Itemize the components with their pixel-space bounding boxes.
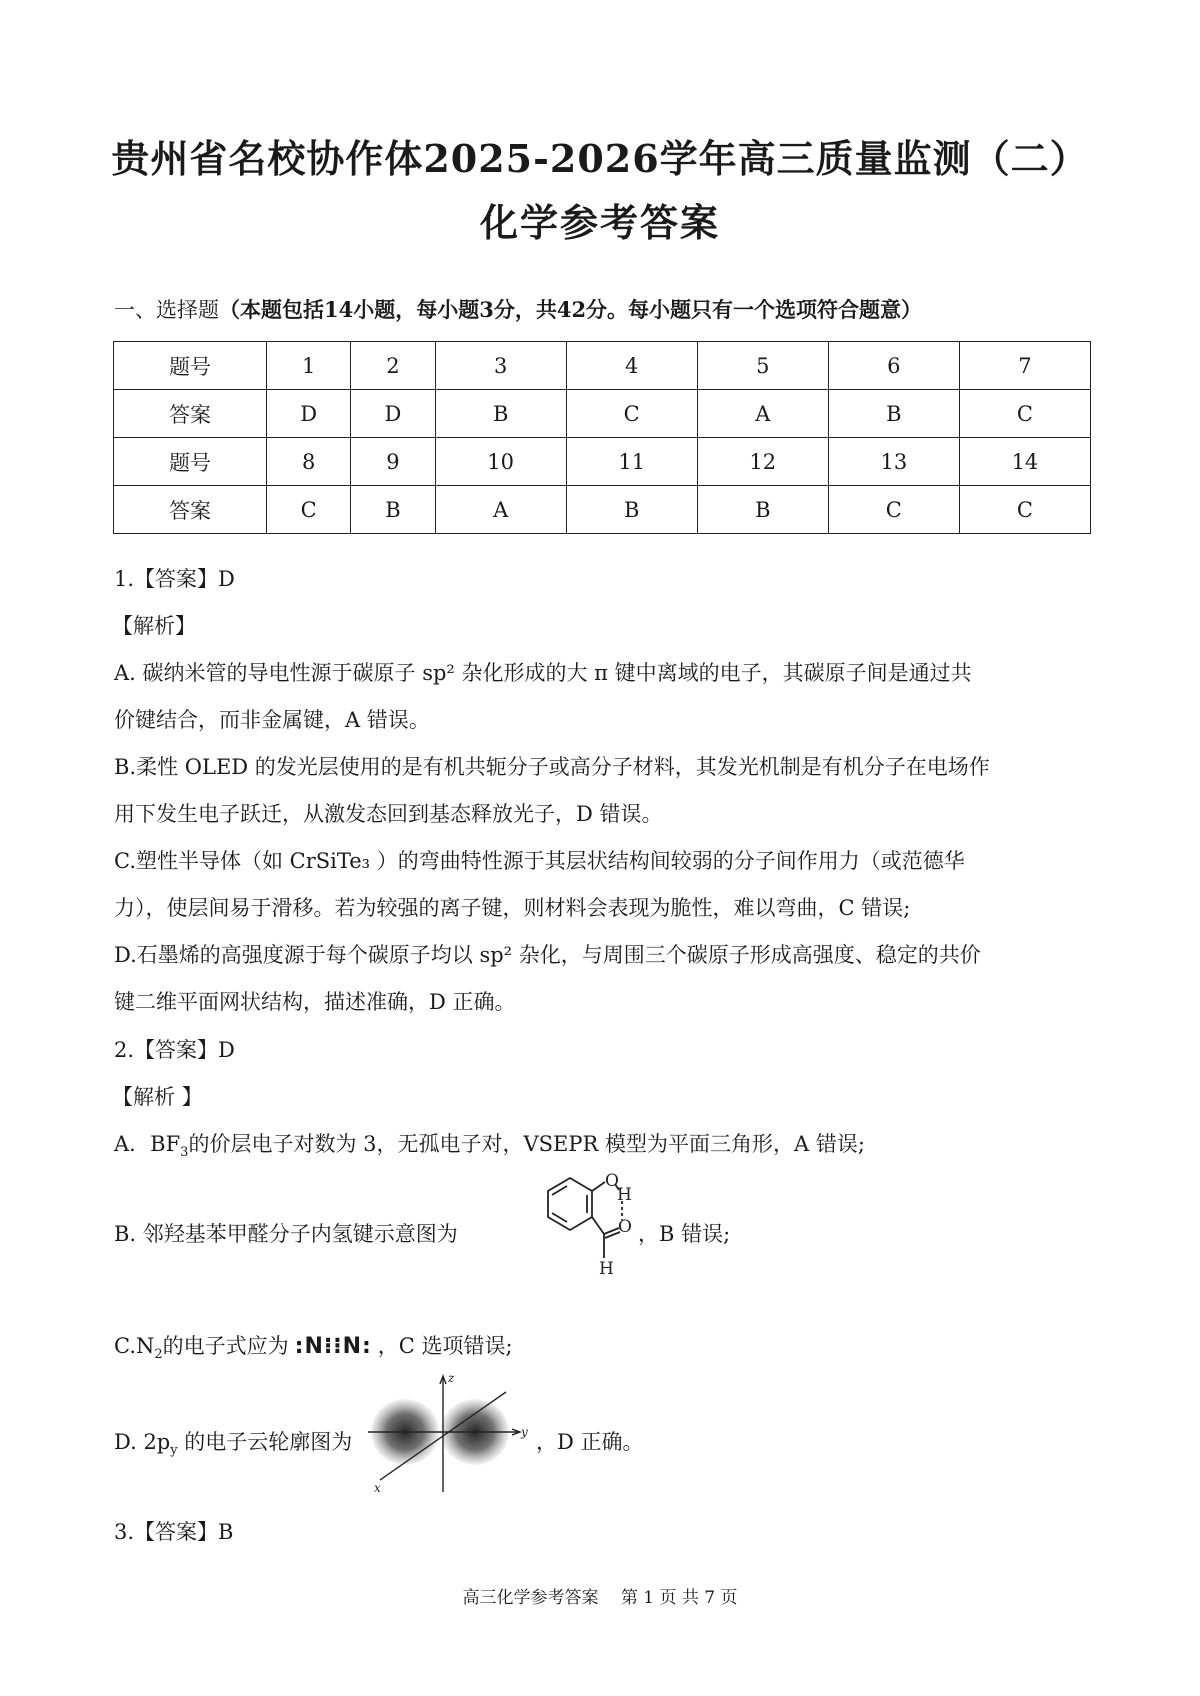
section-heading	[114, 294, 922, 324]
q2-a-sub: 3	[180, 1145, 189, 1161]
table-row	[114, 342, 1091, 390]
q2-a-pre: A．BF	[114, 1132, 181, 1156]
mol-label-h2: H	[599, 1259, 614, 1279]
page-subtitle: 化学参考答案	[479, 200, 720, 245]
table-cell: A	[697, 390, 828, 438]
table-cell: D	[351, 390, 435, 438]
table-cell: C	[959, 486, 1090, 534]
table-cell: B	[697, 486, 828, 534]
page-footer: 高三化学参考答案 第 1 页 共 7 页	[462, 1588, 738, 1608]
table-cell: C	[566, 390, 697, 438]
q2-d-pre: D. 2p	[114, 1430, 171, 1454]
table-cell: 13	[828, 438, 959, 486]
table-row	[114, 486, 1091, 534]
table-cell: 6	[828, 342, 959, 390]
table-cell: 4	[566, 342, 697, 390]
table-cell: B	[828, 390, 959, 438]
q2-c-mid: 的电子式应为	[162, 1334, 289, 1358]
q2-d-post: ，D 正确。	[536, 1430, 644, 1454]
q2-c-post: ，C 选项错误;	[377, 1334, 513, 1358]
table-cell: C	[267, 486, 351, 534]
answer-table	[113, 341, 1091, 534]
table-cell: 11	[566, 438, 697, 486]
mol-label-o1: O	[605, 1171, 619, 1191]
q2-c-pre: C.N	[114, 1334, 155, 1358]
table-row	[114, 438, 1091, 486]
table-cell: 1	[267, 342, 351, 390]
table-row-header: 题号	[114, 438, 267, 486]
table-cell: B	[566, 486, 697, 534]
axis-label-y: y	[521, 1425, 528, 1439]
q2-b-pre: B. 邻羟基苯甲醛分子内氢键示意图为	[114, 1222, 458, 1246]
q2-b-post: ，B 错误;	[638, 1222, 731, 1246]
table-cell: 14	[959, 438, 1090, 486]
table-cell: 7	[959, 342, 1090, 390]
table-cell: 2	[351, 342, 435, 390]
q1-c-line1: C.塑性半导体（如 CrSiTe₃ ）的弯曲特性源于其层状结构间较弱的分子间作用力（或范德华	[114, 849, 965, 873]
q2-analysis-label: 【解析 】	[112, 1085, 203, 1109]
2py-orbital-diagram	[368, 1370, 533, 1495]
q3-answer: 3.【答案】B	[114, 1520, 234, 1544]
q2-c-line	[114, 1330, 513, 1362]
q2-answer: 2.【答案】D	[114, 1038, 235, 1062]
q2-a-line	[114, 1128, 865, 1160]
table-cell: B	[435, 390, 566, 438]
table-row	[114, 390, 1091, 438]
table-cell: A	[435, 486, 566, 534]
axis-label-x: x	[374, 1481, 381, 1495]
table-cell: D	[267, 390, 351, 438]
page-title: 贵州省名校协作体2025-2026学年高三质量监测（二）	[111, 136, 1089, 181]
table-row-header: 题号	[114, 342, 267, 390]
c-o-bond	[592, 1182, 605, 1191]
q1-a-line2: 价键结合，而非金属键，A 错误。	[114, 708, 430, 732]
q2-a-post: 的价层电子对数为 3，无孤电子对，VSEPR 模型为平面三角形，A 错误;	[188, 1132, 865, 1156]
q1-analysis-label: 【解析】	[112, 614, 196, 638]
q2-d-sub: y	[170, 1443, 178, 1459]
q1-d-line1: D.石墨烯的高强度源于每个碳原子均以 sp² 杂化，与周围三个碳原子形成高强度、稳定的共价	[114, 943, 981, 967]
q1-a-line1: A. 碳纳米管的导电性源于碳原子 sp² 杂化形成的大 π 键中离域的电子，其碳原子间是通过共	[114, 661, 972, 685]
table-cell: C	[959, 390, 1090, 438]
table-cell: 9	[351, 438, 435, 486]
mol-label-h1: H	[617, 1185, 632, 1205]
q1-b-line1: B.柔性 OLED 的发光层使用的是有机共轭分子或高分子材料，其发光机制是有机分子在电场作	[114, 755, 990, 779]
benzene-ring	[548, 1178, 592, 1230]
table-cell: 3	[435, 342, 566, 390]
table-cell: 8	[267, 438, 351, 486]
table-cell: 5	[697, 342, 828, 390]
section-prefix: 一、选择题	[114, 298, 219, 322]
table-cell: 10	[435, 438, 566, 486]
q1-c-line2: 力），使层间易于滑移。若为较强的离子键，则材料会表现为脆性，难以弯曲，C 错误;	[114, 896, 911, 920]
table-row-header: 答案	[114, 390, 267, 438]
q1-answer: 1.【答案】D	[114, 567, 235, 591]
q2-d-pre-wrap	[114, 1426, 352, 1458]
table-row-header: 答案	[114, 486, 267, 534]
q2-c-sub: 2	[154, 1347, 163, 1363]
table-cell: 12	[697, 438, 828, 486]
section-detail: （本题包括14小题，每小题3分，共42分。每小题只有一个选项符合题意）	[219, 297, 923, 322]
q2-d-mid: 的电子云轮廓图为	[177, 1430, 353, 1454]
mol-label-o2: O	[618, 1217, 632, 1237]
axis-label-z: z	[448, 1371, 455, 1385]
table-cell: C	[828, 486, 959, 534]
c-cho-bond	[592, 1217, 604, 1234]
q1-b-line2: 用下发生电子跃迁，从激发态回到基态释放光子，D 错误。	[114, 802, 663, 826]
table-cell: B	[351, 486, 435, 534]
n2-electron-formula: :N⁝⁝N:	[294, 1334, 372, 1359]
q1-d-line2: 键二维平面网状结构，描述准确，D 正确。	[114, 990, 516, 1014]
hydrogen-bond-structure	[515, 1168, 645, 1288]
